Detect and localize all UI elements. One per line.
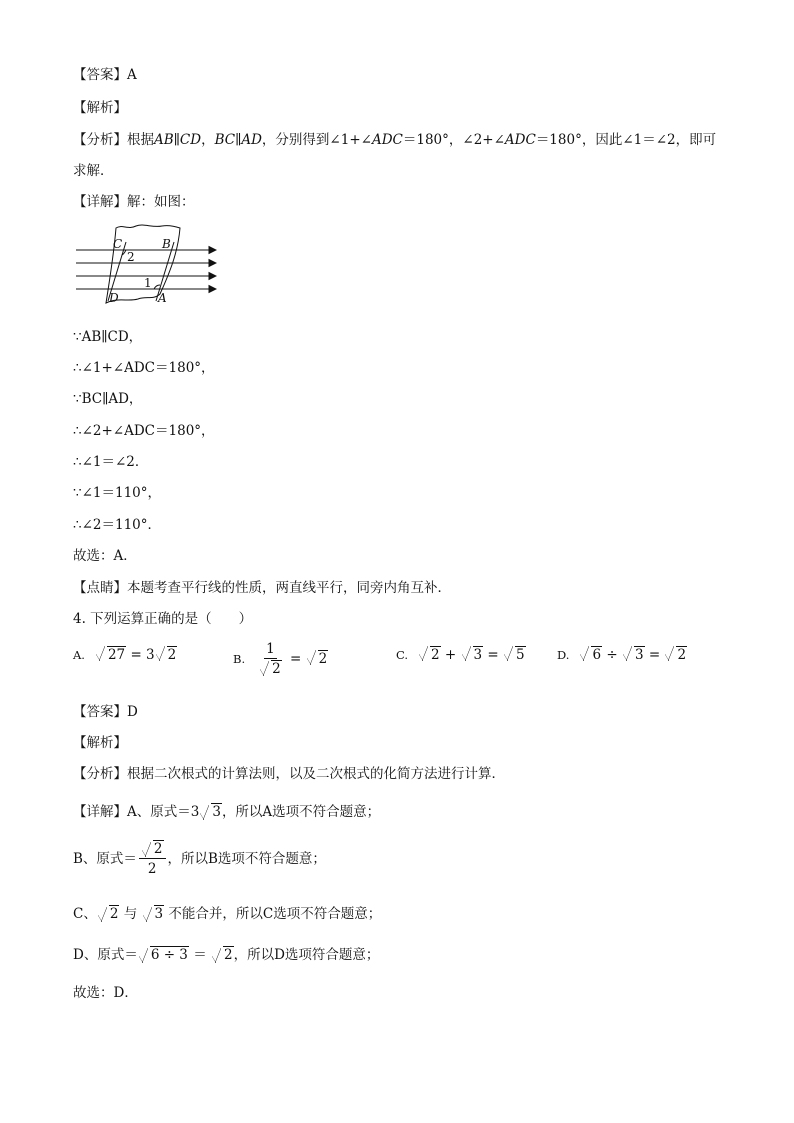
sqrt: 3: [143, 905, 165, 923]
sqrt: 3: [623, 644, 645, 666]
angle-1-arc: [154, 285, 160, 289]
step-line: ∴∠1+∠ADC＝180°，: [73, 360, 215, 376]
step-line: ∵BC∥AD，: [73, 391, 143, 407]
q4-stem: 4. 下列运算正确的是（ ）: [73, 611, 253, 627]
label-C: C: [113, 237, 123, 251]
sqrt: 2: [212, 946, 234, 964]
q4-detail-a: 【详解】A、原式＝3 3，所以A选项不符合题意；: [73, 804, 381, 820]
sqrt: 2: [307, 648, 329, 670]
fraction: $\frac{1}{2}$: [257, 640, 284, 679]
q4-fenxi-line: 【分析】根据二次根式的计算法则，以及二次根式的化简方法进行计算．: [73, 766, 505, 782]
q4-detail-b: B、原式＝ $\frac{2}{2}$ ，所以B选项不符合题意；: [73, 841, 326, 877]
q3-fenxi-line2: 求解．: [73, 163, 114, 179]
step-line: ∴∠2+∠ADC＝180°，: [73, 423, 215, 439]
answer-value: D: [127, 704, 138, 720]
label-D: D: [109, 291, 119, 305]
sqrt: 2: [665, 644, 687, 666]
option-d: D. 6 ÷ 3 = 2: [557, 644, 687, 666]
label-2: 2: [127, 250, 135, 264]
answer-label: 【答案】: [73, 67, 127, 83]
fenxi-label: 【分析】: [73, 766, 127, 782]
q4-detail-c: C、 2 与 3 不能合并，所以C选项不符合题意；: [73, 906, 382, 922]
answer-value: A: [127, 67, 137, 83]
q3-answer-line: [73, 66, 137, 84]
step-line: ∵AB∥CD，: [73, 329, 143, 345]
q4-analysis-heading: 【解析】: [73, 735, 127, 751]
q3-comment: 【点睛】本题考查平行线的性质，两直线平行，同旁内角互补．: [73, 580, 451, 596]
sqrt: 2: [142, 840, 164, 858]
parallel-lines-figure: [70, 222, 230, 312]
fenxi-label: 【分析】: [73, 132, 127, 148]
sqrt: 2: [156, 644, 178, 666]
sqrt: 3: [200, 803, 222, 821]
detail-label: 【详解】: [73, 804, 127, 820]
q3-detail-line: 【详解】解：如图：: [73, 194, 195, 210]
q3-fenxi-line1: 【分析】根据AB∥CD，BC∥AD，分别得到∠1+∠ADC＝180°，∠2+∠ADC＝180°，因此∠1＝∠2，即可: [73, 132, 717, 148]
option-b: B. $\frac{1}{2}$ = 2: [233, 641, 328, 677]
label-B: B: [162, 237, 171, 251]
option-a: A. 27 = 3 2: [73, 644, 177, 666]
step-line: ∵∠1＝110°，: [73, 485, 162, 501]
sqrt: 2: [260, 659, 282, 679]
q4-answer-line: [73, 703, 138, 721]
answer-label: 【答案】: [73, 704, 127, 720]
q3-analysis-heading: 【解析】: [73, 100, 127, 116]
comment-label: 【点睛】: [73, 580, 127, 596]
sqrt: 5: [504, 644, 526, 666]
step-line: ∴∠2＝110°．: [73, 517, 162, 533]
option-c: C. 2 + 3 = 5: [396, 644, 526, 666]
sqrt: 27: [96, 644, 126, 666]
sqrt: 2: [419, 644, 441, 666]
q3-choice: 故选：A．: [73, 548, 137, 564]
q4-detail-d: D、原式＝ 6 ÷ 3 ＝ 2，所以D选项符合题意；: [73, 947, 380, 963]
sqrt: 6 ÷ 3: [139, 946, 189, 964]
label-A: A: [158, 291, 167, 305]
fraction: $\frac{2}{2}$: [139, 840, 166, 879]
sqrt: 6: [580, 644, 602, 666]
q4-choice: 故选：D．: [73, 985, 138, 1001]
step-line: ∴∠1＝∠2．: [73, 454, 149, 470]
detail-label: 【详解】: [73, 194, 127, 210]
sqrt: 2: [98, 905, 120, 923]
label-1: 1: [144, 276, 152, 290]
sqrt: 3: [462, 644, 484, 666]
